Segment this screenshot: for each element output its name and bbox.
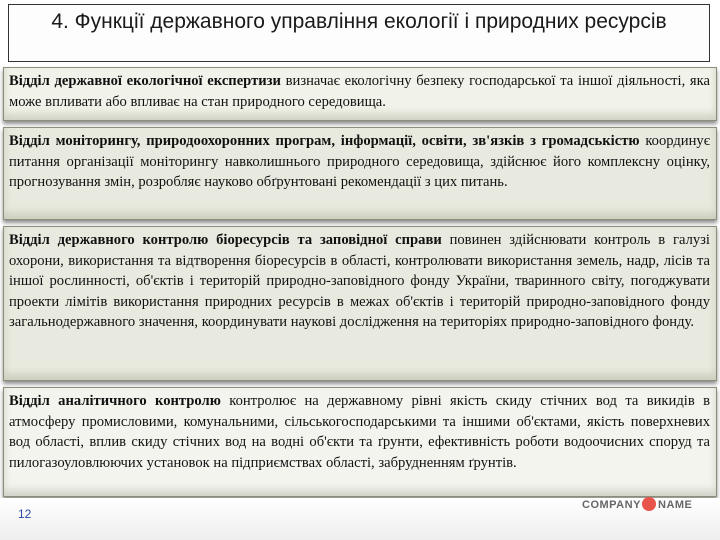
department-name: Відділ аналітичного контролю — [9, 393, 221, 409]
department-block-monitoring — [3, 127, 717, 220]
department-description: повинен здійснювати контроль в галузі охорони, використання та відтворення біоресурсів в області, контролювати використання земель, надр, лісів та іншої рослинності, об'єктів і територій природно-заповідного фонду України, тваринного світу, погоджувати проекти лімітів використання природних ресурсів в межах об'єктів і територій природно-заповідного фонду загальнодержавного значення, координувати наукові дослідження на територіях природно-заповідного фонду. — [9, 232, 710, 330]
logo-word-company: COMPANY — [582, 499, 641, 511]
department-name: Відділ державного контролю біоресурсів та заповідної справи — [9, 232, 442, 248]
department-description: визначає екологічну безпеку господарської та іншої діяльності, яка може впливати або впливає на стан природного середовища. — [9, 73, 710, 110]
department-description: координує питання організації моніторингу навколишнього природного середовища, здійснює його комплексну оцінку, прогнозування змін, розробляє науково обґрунтовані рекомендації з цих питань. — [9, 133, 710, 190]
department-block-bioresources — [3, 226, 717, 381]
page-number: 12 — [18, 507, 32, 521]
department-block-analytics — [3, 387, 717, 497]
logo-circle-icon — [642, 497, 656, 511]
department-name: Відділ державної екологічної експертизи — [9, 73, 281, 89]
department-block-expertise — [3, 67, 717, 121]
department-name: Відділ моніторингу, природоохоронних програм, інформації, освіти, зв'язків з громадськістю — [9, 133, 640, 149]
slide-title: 4. Функції державного управління екології і природних ресурсів — [8, 4, 710, 62]
company-logo — [578, 497, 708, 517]
logo-word-name: NAME — [658, 499, 693, 511]
department-description: контролює на державному рівні якість скиду стічних вод та викидів в атмосферу промисловими, комунальними, сільськогосподарськими та іншими об'єктами, якість поверхневих вод області, вплив скиду стічних вод на водні об'єкти та ґрунти, ефективність роботи водоочисних споруд та пилогазоуловлюючих установок на підприємствах області, забрудненням ґрунтів. — [9, 393, 710, 471]
